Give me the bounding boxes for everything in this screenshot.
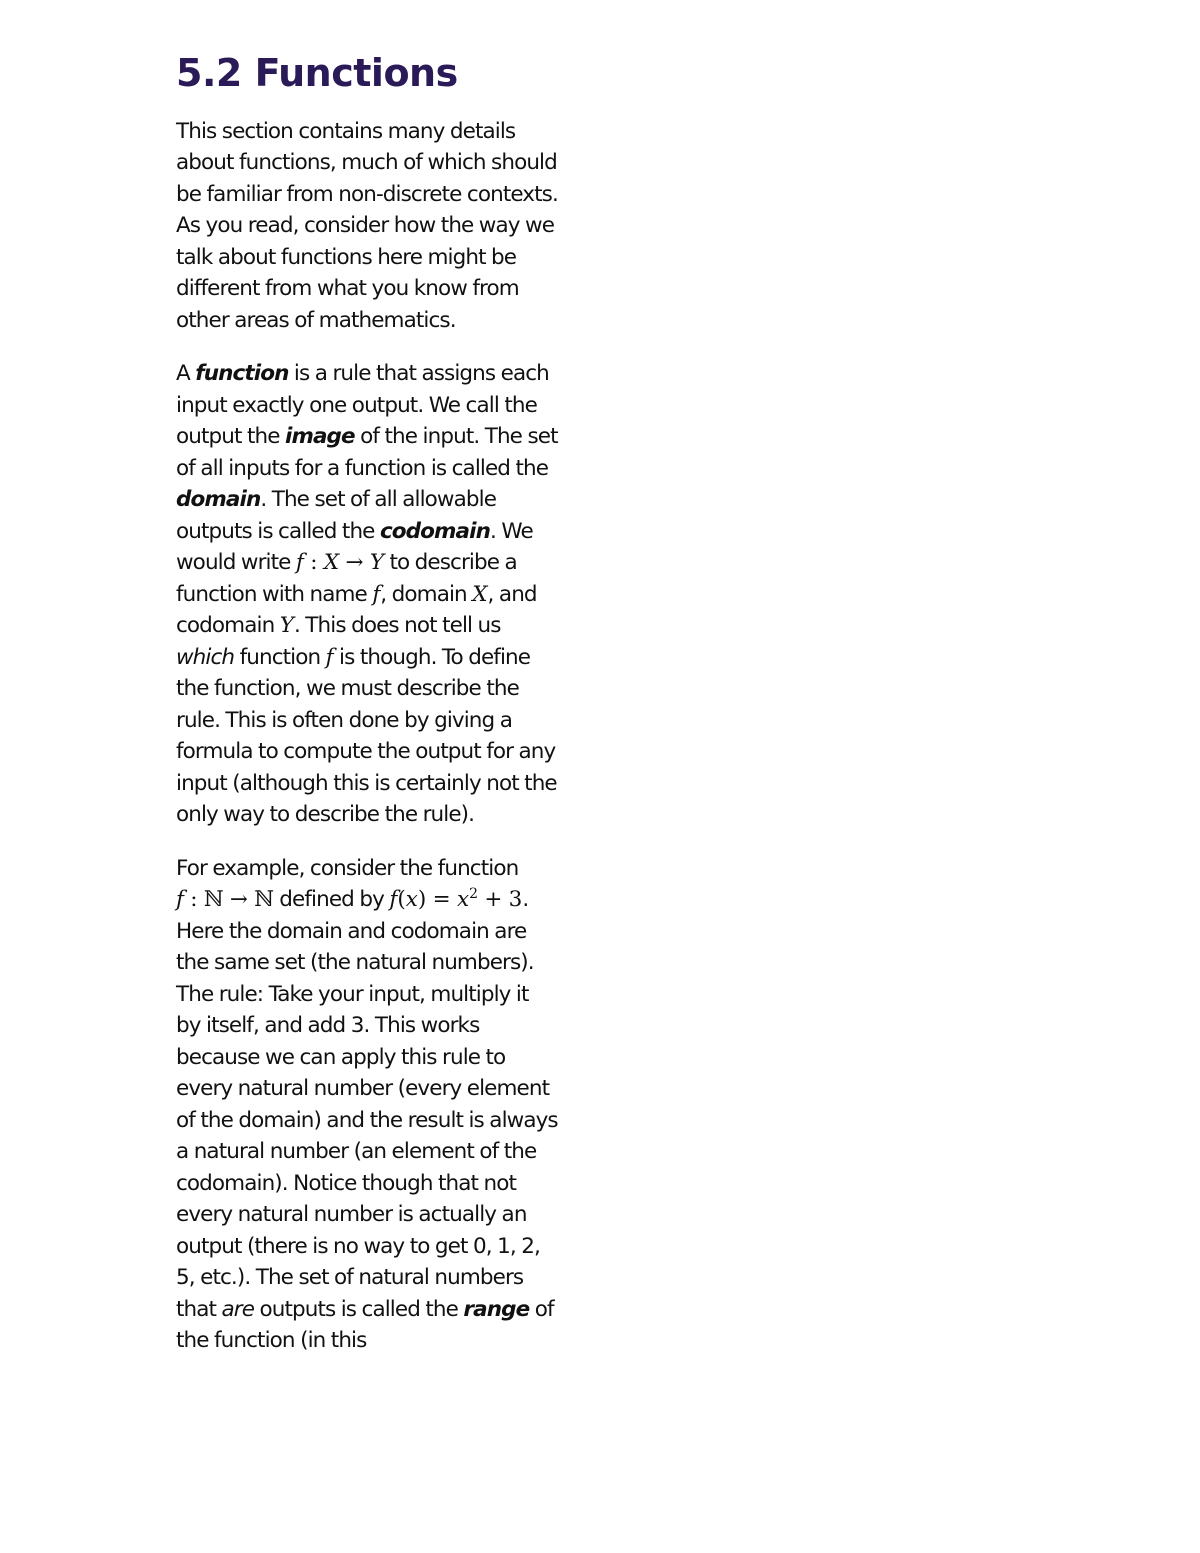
- intro-paragraph: This section contains many details about functions, much of which should be familiar from non-discrete contexts. As you read, consider how the way we talk about functions here might be different from what you know from other areas of mathematics.: [176, 118, 558, 333]
- emphasis-which: which: [176, 644, 235, 670]
- definition-paragraph: A function is a rule that assigns each input exactly one output. We call the output the image of the input. The set of all inputs for a function is called the domain. The set of all allowable outputs is called the codomain. We would write f : X → Y to describe a function with name f, domain X, and codomain Y. This does not tell us which function f is though. To define the function, we must describe the rule. This is often done by giving a formula to compute the output for any input (although this is certainly not the only way to describe the rule).: [176, 361, 558, 828]
- term-function: function: [195, 361, 289, 387]
- math-f: f: [372, 581, 381, 607]
- math-formula: $f(x) = x^2 + 3$: [389, 886, 523, 913]
- term-domain: domain: [176, 487, 261, 513]
- math-function-naturals: f : ℕ → ℕ: [176, 887, 274, 913]
- example-paragraph: For example, consider the function f : ℕ → ℕ defined by $f(x) = x^2 + 3$. Here the domain and codomain are the same set (the natural numbers). The rule: Take your input, multiply it by itself, and add 3. This works because we can apply this rule to every natural number (every element of the domain) and the result is always a natural number (an element of the codomain). Notice though that not every natural number is actually an output (there is no way to get 0, 1, 2, 5, etc.). The set of natural numbers that are outputs is called the range of the function (in this: [176, 855, 558, 1354]
- math-f: f: [325, 644, 334, 670]
- section-heading: [176, 52, 558, 96]
- math-X: X: [472, 581, 488, 607]
- term-codomain: codomain: [379, 518, 491, 544]
- section-number: 5.2: [176, 51, 242, 95]
- math-function-signature: f : X → Y: [295, 550, 385, 576]
- term-range: range: [463, 1296, 530, 1322]
- section-title: Functions: [254, 51, 458, 95]
- emphasis-are: are: [221, 1296, 255, 1322]
- document-page: [176, 52, 558, 1379]
- term-image: image: [284, 424, 355, 450]
- math-Y: Y: [279, 613, 294, 639]
